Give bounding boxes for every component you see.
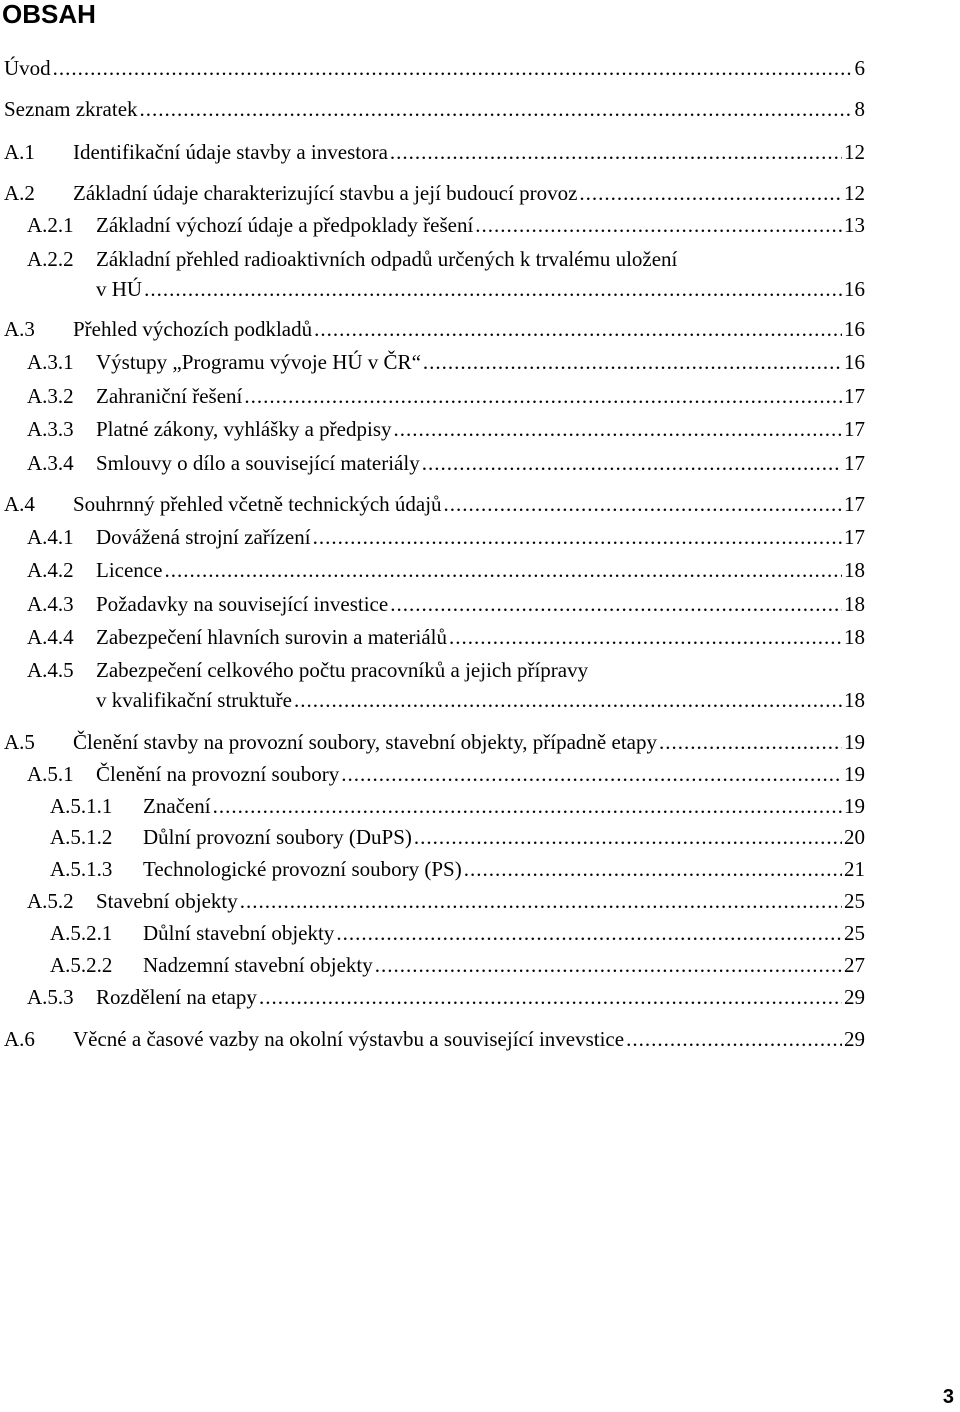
dot-leader bbox=[390, 590, 842, 618]
toc-entry-title: Věcné a časové vazby na okolní výstavbu a související invevstice bbox=[73, 1027, 625, 1051]
toc-entry-title: Licence bbox=[96, 558, 163, 582]
toc-entry-number: A.2.1 bbox=[27, 213, 74, 237]
toc-entry-page: 18 bbox=[844, 592, 865, 616]
toc-entry-number: A.3.2 bbox=[27, 384, 74, 408]
toc-entry-title: Důlní provozní soubory (DuPS) bbox=[143, 825, 412, 849]
dot-leader bbox=[140, 95, 853, 123]
dot-leader bbox=[475, 211, 842, 239]
toc-entry-page: 18 bbox=[844, 625, 865, 649]
toc-entry-page: 20 bbox=[844, 825, 865, 849]
dot-leader bbox=[164, 556, 842, 584]
toc-entry-number: A.3 bbox=[4, 317, 35, 341]
toc-entry-page: 27 bbox=[844, 953, 865, 977]
toc-entry-a5-1-3[interactable] bbox=[50, 855, 865, 883]
toc-entry-page: 17 bbox=[844, 384, 865, 408]
toc-entry-number: A.5.1.3 bbox=[50, 857, 113, 881]
dot-leader bbox=[53, 54, 853, 82]
toc-entry-title: Značení bbox=[143, 794, 211, 818]
dot-leader bbox=[244, 382, 842, 410]
toc-entry-title: Přehled výchozích podkladů bbox=[73, 317, 313, 341]
toc-entry-number: A.4.2 bbox=[27, 558, 74, 582]
dot-leader bbox=[259, 983, 842, 1011]
page-number: 3 bbox=[942, 1386, 954, 1408]
toc-entry-title: Členění stavby na provozní soubory, stavební objekty, případně etapy bbox=[73, 730, 657, 754]
dot-leader bbox=[444, 490, 842, 518]
toc-entry-a4-1[interactable] bbox=[27, 523, 865, 551]
toc-entry-title: Smlouvy o dílo a související materiály bbox=[96, 451, 420, 475]
toc-entry-a3-3[interactable] bbox=[27, 415, 865, 443]
dot-leader bbox=[375, 951, 842, 979]
toc-entry-a4-2[interactable] bbox=[27, 556, 865, 584]
toc-entry-title: Seznam zkratek bbox=[4, 97, 138, 121]
toc-entry-title: Základní přehled radioaktivních odpadů určených k trvalému uložení bbox=[96, 247, 678, 271]
toc-entry-number: A.5.1 bbox=[27, 762, 74, 786]
toc-entry-number: A.4.1 bbox=[27, 525, 74, 549]
toc-entry-a5-2-2[interactable] bbox=[50, 951, 865, 979]
toc-entry-a5-1-2[interactable] bbox=[50, 823, 865, 851]
toc-entry-number: A.4.5 bbox=[27, 658, 74, 682]
toc-entry-number: A.2.2 bbox=[27, 247, 74, 271]
toc-entry-a5-2[interactable] bbox=[27, 887, 865, 915]
toc-entry-page: 19 bbox=[844, 794, 865, 818]
toc-entry-page: 12 bbox=[844, 140, 865, 164]
toc-entry-a5-1[interactable] bbox=[27, 760, 865, 788]
dot-leader bbox=[144, 275, 842, 303]
dot-leader bbox=[294, 686, 842, 714]
toc-entry-seznam-zkratek[interactable] bbox=[4, 95, 865, 123]
toc-entry-title: Důlní stavební objekty bbox=[143, 921, 335, 945]
toc-entry-a1[interactable] bbox=[4, 138, 865, 166]
toc-entry-title: Identifikační údaje stavby a investora bbox=[73, 140, 388, 164]
toc-entry-title: Nadzemní stavební objekty bbox=[143, 953, 373, 977]
dot-leader bbox=[213, 792, 842, 820]
toc-entry-a5-1-1[interactable] bbox=[50, 792, 865, 820]
toc-entry-page: 8 bbox=[854, 97, 865, 121]
toc-entry-page: 25 bbox=[844, 921, 865, 945]
toc-entry-a4[interactable] bbox=[4, 490, 865, 518]
toc-entry-number: A.6 bbox=[4, 1027, 35, 1051]
toc-entry-page: 19 bbox=[844, 730, 865, 754]
dot-leader bbox=[314, 315, 842, 343]
toc-entry-page: 29 bbox=[844, 985, 865, 1009]
toc-entry-page: 13 bbox=[844, 213, 865, 237]
toc-entry-number: A.5.1.1 bbox=[50, 794, 113, 818]
toc-entry-title-continued: v kvalifikační struktuře bbox=[96, 688, 292, 712]
toc-entry-title: Zabezpečení hlavních surovin a materiálů bbox=[96, 625, 448, 649]
dot-leader bbox=[579, 179, 842, 207]
toc-entry-number: A.4.3 bbox=[27, 592, 74, 616]
toc-entry-title: Rozdělení na etapy bbox=[96, 985, 257, 1009]
toc-entry-title: Základní údaje charakterizující stavbu a její budoucí provoz bbox=[73, 181, 578, 205]
dot-leader bbox=[626, 1025, 842, 1053]
toc-entry-number: A.2 bbox=[4, 181, 35, 205]
page-title: OBSAH bbox=[2, 0, 96, 29]
dot-leader bbox=[414, 823, 842, 851]
toc-entry-a3[interactable] bbox=[4, 315, 865, 343]
dot-leader bbox=[464, 855, 842, 883]
toc-entry-number: A.3.1 bbox=[27, 350, 74, 374]
toc-entry-title: Souhrnný přehled včetně technických údajů bbox=[73, 492, 442, 516]
toc-entry-number: A.5 bbox=[4, 730, 35, 754]
toc-entry-number: A.5.2 bbox=[27, 889, 74, 913]
dot-leader bbox=[240, 887, 842, 915]
dot-leader bbox=[422, 449, 842, 477]
toc-entry-page: 17 bbox=[844, 417, 865, 441]
toc-entry-title-continued: v HÚ bbox=[96, 277, 143, 301]
toc-entry-number: A.3.4 bbox=[27, 451, 74, 475]
toc-entry-page: 17 bbox=[844, 451, 865, 475]
toc-entry-page: 18 bbox=[844, 688, 865, 712]
toc-entry-page: 19 bbox=[844, 762, 865, 786]
toc-entry-title: Dovážená strojní zařízení bbox=[96, 525, 311, 549]
toc-entry-a5-2-1[interactable] bbox=[50, 919, 865, 947]
toc-entry-title: Zahraniční řešení bbox=[96, 384, 243, 408]
toc-entry-a2[interactable] bbox=[4, 179, 865, 207]
toc-entry-title: Požadavky na související investice bbox=[96, 592, 389, 616]
dot-leader bbox=[341, 760, 842, 788]
toc-entry-number: A.4.4 bbox=[27, 625, 74, 649]
toc-entry-a4-3[interactable] bbox=[27, 590, 865, 618]
toc-entry-title: Platné zákony, vyhlášky a předpisy bbox=[96, 417, 392, 441]
toc-entry-page: 17 bbox=[844, 492, 865, 516]
toc-entry-page: 25 bbox=[844, 889, 865, 913]
dot-leader bbox=[423, 348, 842, 376]
toc-entry-page: 21 bbox=[844, 857, 865, 881]
toc-entry-page: 12 bbox=[844, 181, 865, 205]
toc-entry-title: Členění na provozní soubory bbox=[96, 762, 340, 786]
toc-entry-number: A.5.3 bbox=[27, 985, 74, 1009]
toc-entry-page: 29 bbox=[844, 1027, 865, 1051]
toc-entry-title: Technologické provozní soubory (PS) bbox=[143, 857, 462, 881]
toc-entry-page: 18 bbox=[844, 558, 865, 582]
toc-entry-page: 16 bbox=[844, 350, 865, 374]
toc-entry-title: Zabezpečení celkového počtu pracovníků a jejich přípravy bbox=[96, 658, 589, 682]
dot-leader bbox=[313, 523, 842, 551]
dot-leader bbox=[449, 623, 842, 651]
toc-entry-number: A.5.2.2 bbox=[50, 953, 113, 977]
toc-entry-number: A.5.1.2 bbox=[50, 825, 113, 849]
toc-entry-page: 17 bbox=[844, 525, 865, 549]
toc-entry-a3-4[interactable] bbox=[27, 449, 865, 477]
dot-leader bbox=[659, 728, 842, 756]
toc-entry-a6[interactable] bbox=[4, 1025, 865, 1053]
toc-entry-number: A.3.3 bbox=[27, 417, 74, 441]
toc-entry-page: 6 bbox=[854, 56, 865, 80]
toc-entry-a2-1[interactable] bbox=[27, 211, 865, 239]
toc-entry-uvod[interactable] bbox=[4, 54, 865, 82]
dot-leader bbox=[394, 415, 843, 443]
toc-entry-a4-4[interactable] bbox=[27, 623, 865, 651]
toc-entry-a3-1[interactable] bbox=[27, 348, 865, 376]
toc-entry-page: 16 bbox=[844, 317, 865, 341]
toc-entry-title: Úvod bbox=[4, 56, 51, 80]
toc-entry-title: Výstupy „Programu vývoje HÚ v ČR“ bbox=[96, 350, 421, 374]
toc-entry-number: A.4 bbox=[4, 492, 35, 516]
toc-entry-number: A.5.2.1 bbox=[50, 921, 113, 945]
dot-leader bbox=[336, 919, 842, 947]
toc-entry-number: A.1 bbox=[4, 140, 35, 164]
toc-entry-page: 16 bbox=[844, 277, 865, 301]
toc-entry-a2-2[interactable] bbox=[27, 245, 865, 303]
toc-entry-a5-3[interactable] bbox=[27, 983, 865, 1011]
toc-entry-a5[interactable] bbox=[4, 728, 865, 756]
dot-leader bbox=[390, 138, 842, 166]
toc-entry-a4-5[interactable] bbox=[27, 656, 865, 714]
toc-entry-title: Základní výchozí údaje a předpoklady řešení bbox=[96, 213, 474, 237]
toc-entry-title: Stavební objekty bbox=[96, 889, 238, 913]
toc-entry-a3-2[interactable] bbox=[27, 382, 865, 410]
